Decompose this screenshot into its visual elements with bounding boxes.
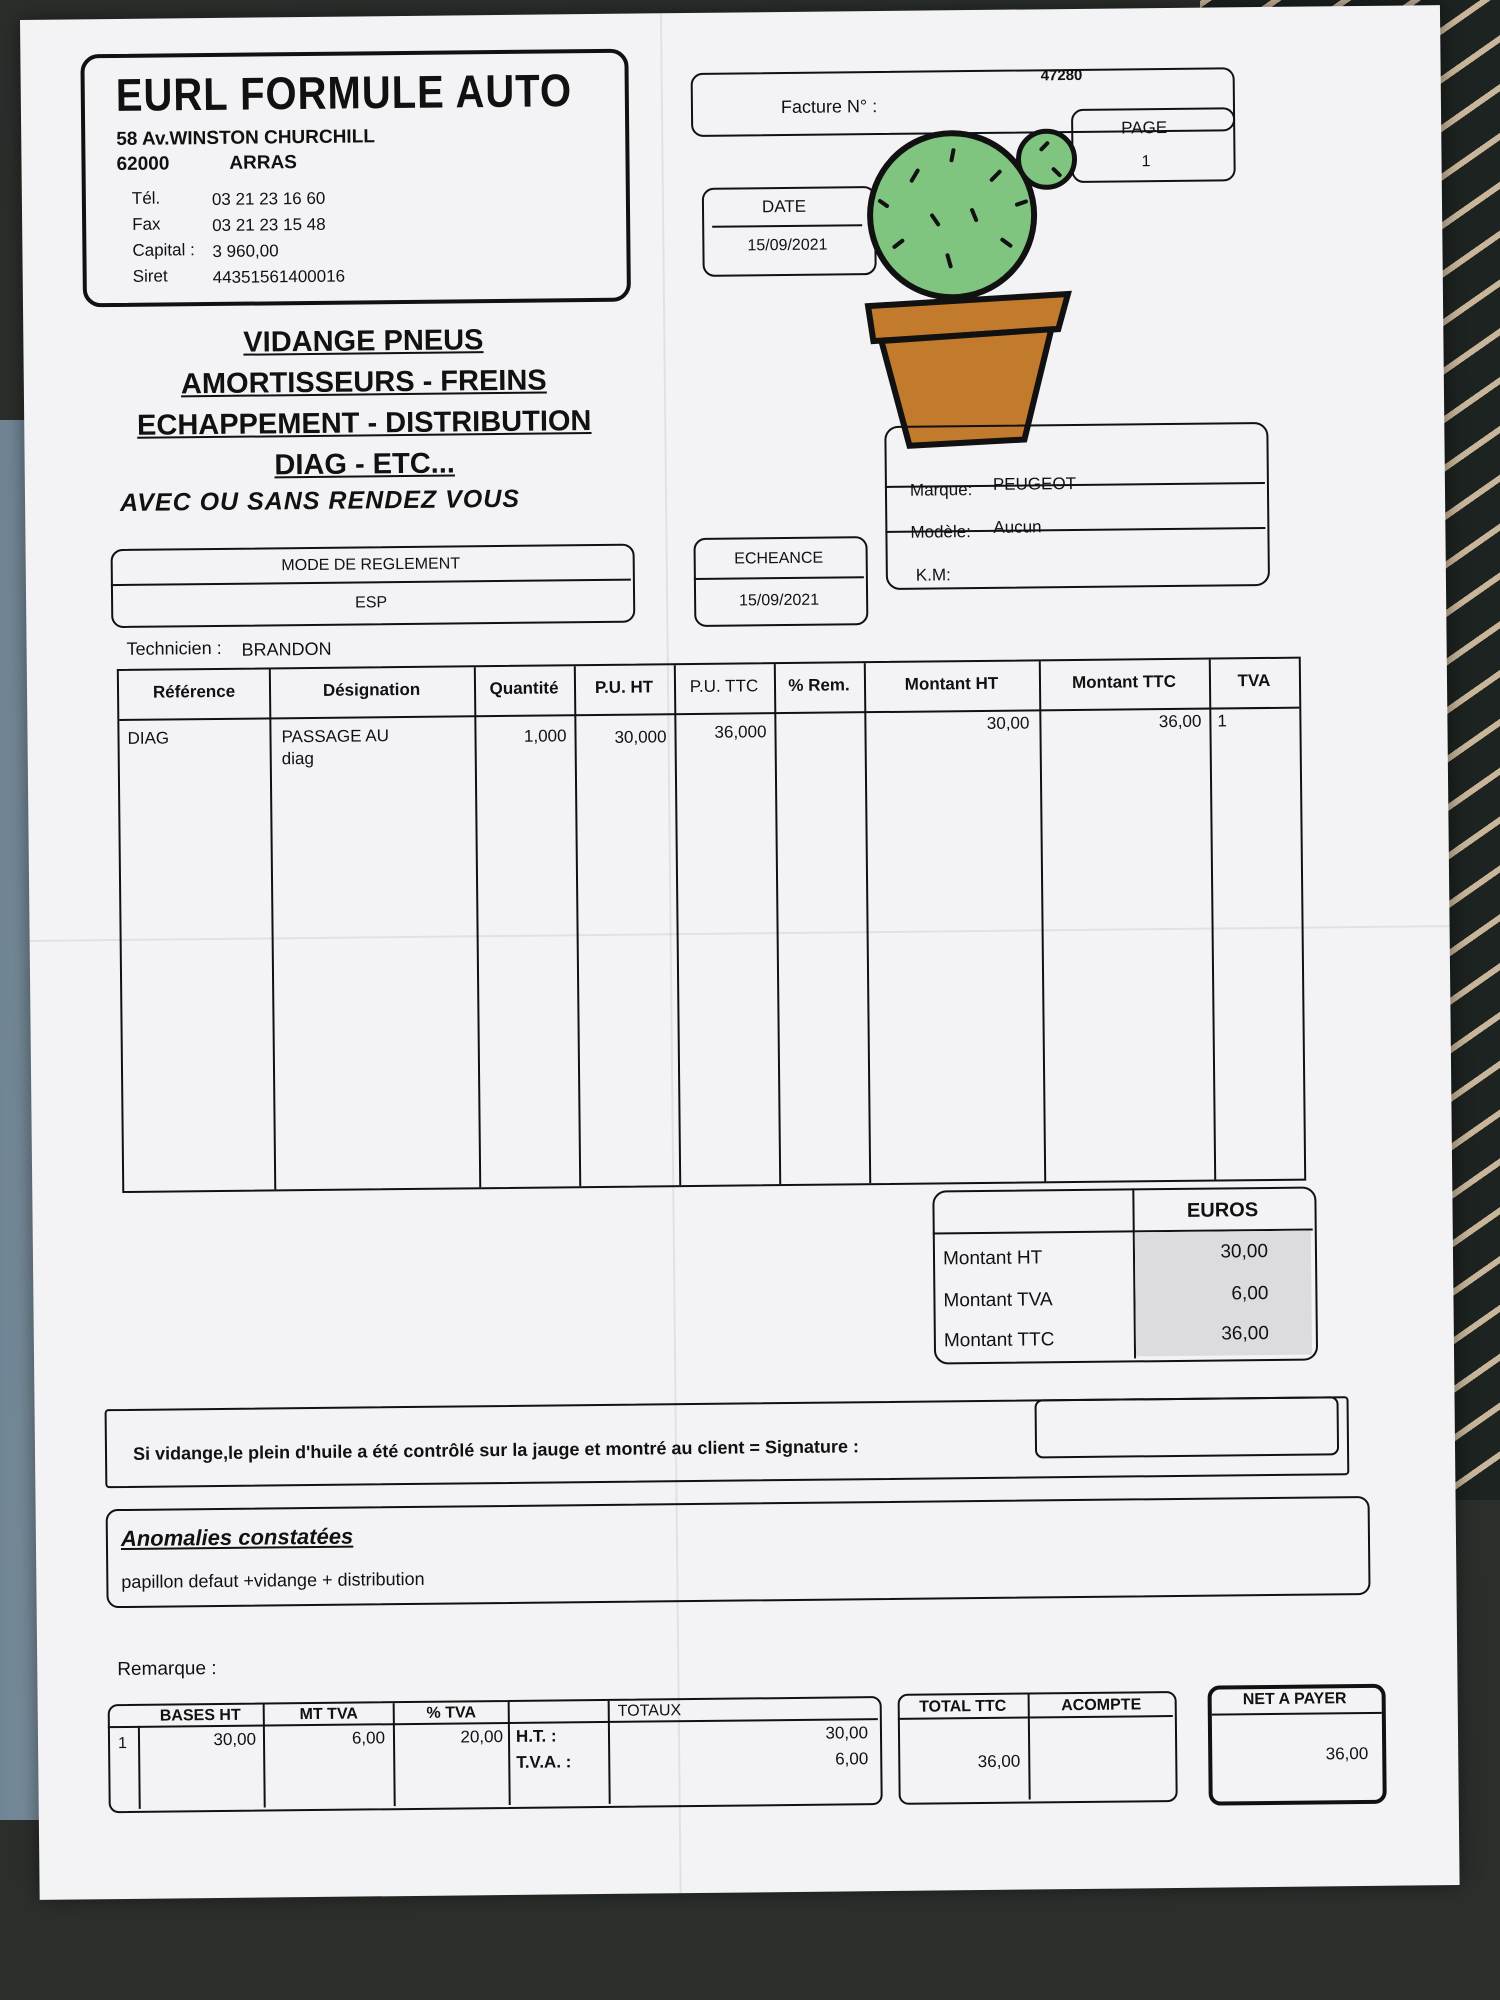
cactus-sticker-icon bbox=[841, 119, 1104, 452]
company-address: 58 Av.WINSTON CHURCHILL bbox=[116, 126, 375, 150]
company-city: ARRAS bbox=[229, 152, 298, 174]
footer-ht-label: H.T. : bbox=[515, 1726, 557, 1746]
totaux-label: TOTAUX bbox=[617, 1702, 682, 1720]
due-date-label: ECHEANCE bbox=[734, 549, 824, 568]
company-name: EURL FORMULE AUTO bbox=[115, 65, 573, 122]
remarque-label: Remarque : bbox=[117, 1658, 217, 1681]
siret-value: 44351561400016 bbox=[212, 266, 346, 287]
totals-ht-label: Montant HT bbox=[942, 1247, 1043, 1270]
date-value: 15/09/2021 bbox=[747, 236, 828, 255]
fax-label: Fax bbox=[132, 214, 161, 234]
totals-ttc-label: Montant TTC bbox=[943, 1329, 1055, 1352]
capital-value: 3 960,00 bbox=[212, 241, 279, 261]
total-ttc-label: TOTAL TTC bbox=[919, 1697, 1007, 1716]
header-remise: % Rem. bbox=[788, 675, 850, 695]
page-label: PAGE bbox=[1121, 117, 1168, 138]
footer-tva-label: T.V.A. : bbox=[516, 1752, 572, 1772]
technician-label: Technicien : bbox=[126, 637, 222, 659]
brand-label: Marque: bbox=[909, 480, 973, 500]
oil-notice-text: Si vidange,le plein d'huile a été contrôlé sur la jauge et montré au client = Signature : bbox=[132, 1436, 860, 1464]
row-pu-ttc: 36,000 bbox=[714, 722, 767, 742]
bases-ht-label: BASES HT bbox=[159, 1706, 241, 1725]
model-value: Aucun bbox=[993, 517, 1042, 537]
anomalies-title: Anomalies constatées bbox=[120, 1523, 354, 1552]
header-montant-ttc: Montant TTC bbox=[1071, 671, 1177, 693]
footer-tva-value: 6,00 bbox=[835, 1749, 869, 1769]
tax-row-index: 1 bbox=[117, 1734, 128, 1753]
header-quantity: Quantité bbox=[489, 678, 559, 699]
total-ttc-value: 36,00 bbox=[977, 1751, 1021, 1772]
totals-tva-label: Montant TVA bbox=[943, 1289, 1053, 1312]
mt-tva-label: MT TVA bbox=[299, 1705, 359, 1724]
header-pu-ttc: P.U. TTC bbox=[689, 676, 759, 697]
service-line: DIAG - ETC... bbox=[274, 447, 456, 482]
capital-label: Capital : bbox=[132, 240, 195, 260]
invoice-number: 47280 bbox=[1040, 66, 1083, 85]
header-reference: Référence bbox=[152, 681, 236, 702]
technician-name: BRANDON bbox=[241, 638, 332, 660]
row-designation-line1: PASSAGE AU bbox=[281, 726, 390, 747]
totals-currency: EUROS bbox=[1186, 1199, 1259, 1222]
due-date-value: 15/09/2021 bbox=[738, 591, 820, 610]
anomalies-box bbox=[106, 1496, 1371, 1608]
row-reference: DIAG bbox=[127, 728, 170, 748]
footer-ht-value: 30,00 bbox=[825, 1723, 869, 1743]
service-line: AMORTISSEURS - FREINS bbox=[180, 364, 547, 401]
fax-value: 03 21 23 15 48 bbox=[212, 214, 326, 235]
mt-tva-value: 6,00 bbox=[351, 1728, 386, 1748]
page-number: 1 bbox=[1141, 153, 1151, 171]
row-designation-line2: diag bbox=[281, 748, 314, 769]
background-bottom bbox=[0, 1880, 1500, 2000]
invoice-number-label: Facture N° : bbox=[780, 96, 878, 118]
services-list bbox=[103, 319, 625, 488]
acompte-label: ACOMPTE bbox=[1061, 1696, 1142, 1715]
payment-mode-value: ESP bbox=[355, 594, 388, 612]
row-quantity: 1,000 bbox=[523, 726, 567, 746]
service-line: ECHAPPEMENT - DISTRIBUTION bbox=[136, 405, 592, 442]
row-tva-code: 1 bbox=[1217, 711, 1227, 731]
date-label: DATE bbox=[761, 196, 807, 217]
bases-ht-value: 30,00 bbox=[213, 1729, 257, 1750]
company-city-line bbox=[116, 152, 297, 176]
anomalies-text: papillon defaut +vidange + distribution bbox=[121, 1568, 425, 1593]
payment-mode-label: MODE DE REGLEMENT bbox=[281, 555, 461, 575]
service-line: VIDANGE PNEUS bbox=[243, 324, 484, 359]
totals-ttc-value: 36,00 bbox=[1221, 1322, 1269, 1345]
row-montant-ttc: 36,00 bbox=[1158, 711, 1202, 732]
header-designation: Désignation bbox=[322, 679, 421, 700]
company-postcode: 62000 bbox=[116, 153, 170, 175]
row-pu-ht: 30,000 bbox=[614, 727, 667, 747]
siret-label: Siret bbox=[132, 266, 168, 286]
header-pu-ht: P.U. HT bbox=[594, 677, 654, 698]
net-to-pay-value: 36,00 bbox=[1325, 1743, 1369, 1764]
header-montant-ht: Montant HT bbox=[904, 673, 999, 694]
tel-label: Tél. bbox=[131, 188, 161, 208]
header-tva: TVA bbox=[1237, 670, 1271, 691]
slogan: AVEC OU SANS RENDEZ VOUS bbox=[119, 484, 521, 517]
pct-tva-value: 20,00 bbox=[460, 1727, 504, 1747]
row-montant-ht: 30,00 bbox=[986, 713, 1030, 733]
tel-value: 03 21 23 16 60 bbox=[211, 188, 326, 209]
row-remise bbox=[774, 721, 856, 722]
net-to-pay-label: NET A PAYER bbox=[1242, 1690, 1347, 1709]
km-label: K.M: bbox=[915, 565, 951, 585]
signature-box bbox=[1035, 1396, 1340, 1458]
pct-tva-label: % TVA bbox=[426, 1704, 477, 1722]
model-label: Modèle: bbox=[910, 522, 971, 542]
totals-tva-value: 6,00 bbox=[1231, 1282, 1269, 1305]
line-items-table bbox=[117, 657, 1306, 1193]
brand-value: PEUGEOT bbox=[992, 473, 1077, 494]
totals-ht-value: 30,00 bbox=[1220, 1240, 1269, 1263]
invoice-paper bbox=[20, 5, 1460, 1900]
